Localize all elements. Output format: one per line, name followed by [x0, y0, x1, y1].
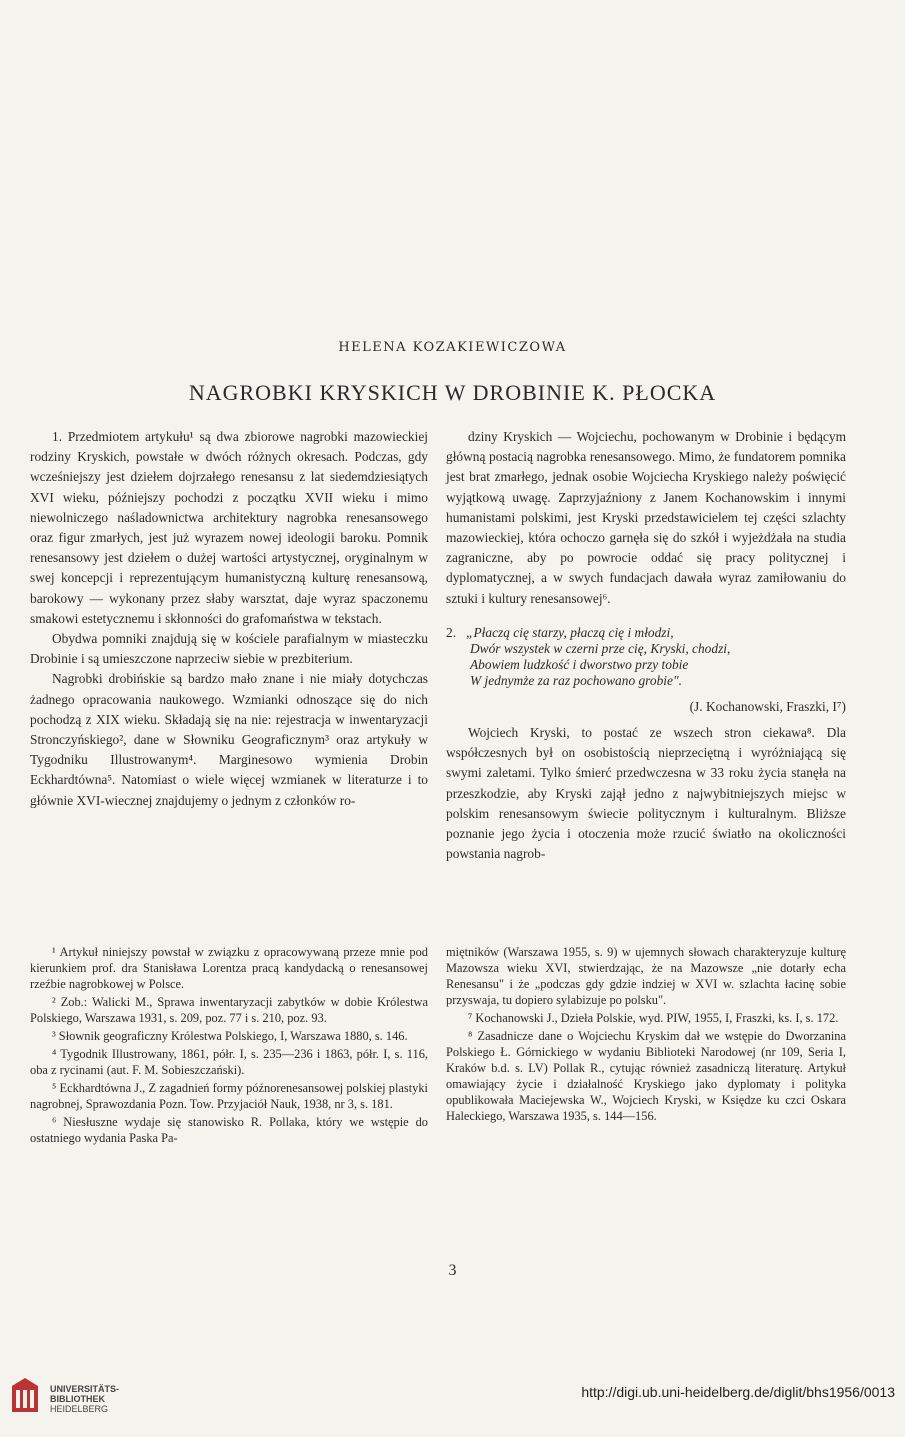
body-column-left [30, 427, 428, 811]
digitization-footer [0, 1370, 905, 1437]
page-number: 3 [448, 1262, 457, 1279]
footnote: ¹ Artykuł niniejszy powstał w związku z opracowywaną przeze mnie pod kierunkiem prof. dra Stanisława Lorentza pracą kandydacką o renesansowej rzeźbie nagrobkowej w Polsce. [30, 945, 428, 991]
source-url-link[interactable]: http://digi.ub.uni-heidelberg.de/diglit/bhs1956/0013 [581, 1384, 895, 1400]
library-name: UNIVERSITÄTS- BIBLIOTHEK HEIDELBERG [50, 1384, 120, 1414]
poem-quote [446, 625, 846, 689]
paragraph: dziny Kryskich — Wojciechu, pochowanym w Drobinie i będącym główną postacią nagrobka renesansowego. Mimo, że fundatorem pomnika jest brat zmarłego, jednak osobie Wojciecha Kryskiego należy poświęcić wyjątkową uwagę. Zaprzyjaźniony z Janem Kochanowskim i innymi humanistami polskimi, jest Kryski przedstawicielem tej części szlachty mazowieckiej, która ochoczo garnęła się do szkół i wyjeżdżała na studia zagraniczne, aby po powrocie oddać się pracy politycznej i dyplomatycznej, a w swych fundacjach dawała wyraz zamiłowaniu do sztuki i kultury renesansowej⁶. [446, 429, 846, 606]
paragraph: Nagrobki drobińskie są bardzo mało znane i nie miały dotychczas żadnego opracowania naukowego. Wzmianki odnoszące się do nich pochodzą z XIX wieku. Składają się na nie: rejestracja w inwentaryzacji Stronczyńskiego², dane w Słowniku Geograficznym³ oraz artykuły w Tygodniku Illustrowanym⁴. Marginesowo wymienia Drobin Eckhardtówna⁵. Natomiast o wiele więcej wzmianek w literaturze i to głównie XVI-wiecznej znajdujemy o jednym z członków ro- [30, 671, 428, 808]
footnote: miętników (Warszawa 1955, s. 9) w ujemnych słowach charakteryzuje kulturę Mazowsza wieku XVI, stwierdzając, że na Mazowsze „nie dotarły echa Renesansu" i że „podczas gdy gdzie indziej w XVI w. szlachta łacinę sobie przyswaja, tu dopiero sylabizuje po polsku". [446, 945, 846, 1007]
poem-source: (J. Kochanowski, Fraszki, I⁷) [689, 698, 846, 714]
footnote: ⁶ Niesłuszne wydaje się stanowisko R. Pollaka, który we wstępie do ostatniego wydania Paska Pa- [30, 1115, 428, 1145]
paragraph: Obydwa pomniki znajdują się w kościele parafialnym w miasteczku Drobinie i są umieszczone naprzeciw siebie w prezbiterium. [30, 631, 428, 667]
article-title: NAGROBKI KRYSKICH W DROBINIE K. PŁOCKA [188, 380, 717, 405]
article-author: HELENA KOZAKIEWICZOWA [338, 340, 567, 355]
footnote: ⁸ Zasadnicze dane o Wojciechu Kryskim dał we wstępie do Dworzanina Polskiego Ł. Górnickiego w wydaniu Biblioteki Narodowej (nr 109, Seria I, Kraków b.d. s. LV) Pollak R., cytując również zasadniczą literaturę. Artykuł omawiający życie i działalność Kryskiego jako dyplomaty i polityka opublikowała Maciejewska W., Wojciech Kryski, w Księdze ku czci Oskara Haleckiego, Warszawa 1935, s. 144—156. [446, 1029, 846, 1123]
poem-line: Abowiem ludzkość i dworstwo przy tobie [470, 656, 689, 672]
body-column-right [446, 427, 846, 864]
library-logo-icon [10, 1376, 40, 1414]
footnote: ⁴ Tygodnik Illustrowany, 1861, półr. I, s. 235—236 i 1863, półr. I, s. 116, oba z rycinami (aut. F. M. Sobieszczański). [30, 1047, 428, 1077]
footnotes-right [446, 944, 846, 1126]
footnote: ² Zob.: Walicki M., Sprawa inwentaryzacji zabytków w dobie Królestwa Polskiego, Warszawa 1931, s. 209, poz. 77 i s. 210, poz. 93. [30, 995, 428, 1025]
footnote: ⁵ Eckhardtówna J., Z zagadnień formy późnorenesansowej polskiej plastyki nagrobnej, Sprawozdania Pozn. Tow. Przyjaciół Nauk, 1938, nr 3, s. 181. [30, 1081, 428, 1111]
poem-line: W jednymże za raz pochowano grobie". [470, 672, 682, 688]
paragraph: 1. Przedmiotem artykułu¹ są dwa zbiorowe nagrobki mazowieckiej rodziny Kryskich, powstałe w dwóch różnych okresach. Podczas, gdy wcześniejszy jest dziełem dojrzałego renesansu z lat siedemdziesiątych XVI wieku, późniejszy pochodzi z początku XVII wieku i mimo niewolniczego naśladownictwa architektury nagrobka renesansowego oraz figur zmarłych, jest już wyrazem nowej ideologii baroku. Pomnik renesansowy jest dziełem o dużej wartości artystycznej, oryginalnym w swej koncepcji i reprezentującym humanistyczną kulturę renesansową, barokowy — wykonany przez słaby warsztat, daje wyraz spaczonemu smakowi estetycznemu i skłonności do grafomaństwa w tekstach. [30, 429, 428, 626]
paragraph: Wojciech Kryski, to postać ze wszech stron ciekawa⁸. Dla współczesnych był on osobistością nieprzeciętną i wyróżniającą się swymi zaletami. Tylko śmierć przedwczesna w 33 roku życia stanęła na przeszkodzie, aby Kryski zajął jedno z najwybitniejszych miejsc w polskim renesansowym świecie politycznym i kulturalnym. Bliższe poznanie jego życia i otoczenia może rzucić światło na okoliczności powstania nagrob- [446, 725, 846, 862]
footnote: ⁷ Kochanowski J., Dzieła Polskie, wyd. PIW, 1955, I, Fraszki, ks. I, s. 172. [468, 1011, 839, 1025]
poem-line: Dwór wszystek w czerni prze cię, Kryski, chodzi, [470, 640, 731, 656]
footnotes-left [30, 944, 428, 1148]
poem-line: „Płaczą cię starzy, płaczą cię i młodzi, [466, 624, 674, 640]
footnote: ³ Słownik geograficzny Królestwa Polskiego, I, Warszawa 1880, s. 146. [52, 1029, 408, 1043]
section-number: 2. [446, 624, 457, 640]
